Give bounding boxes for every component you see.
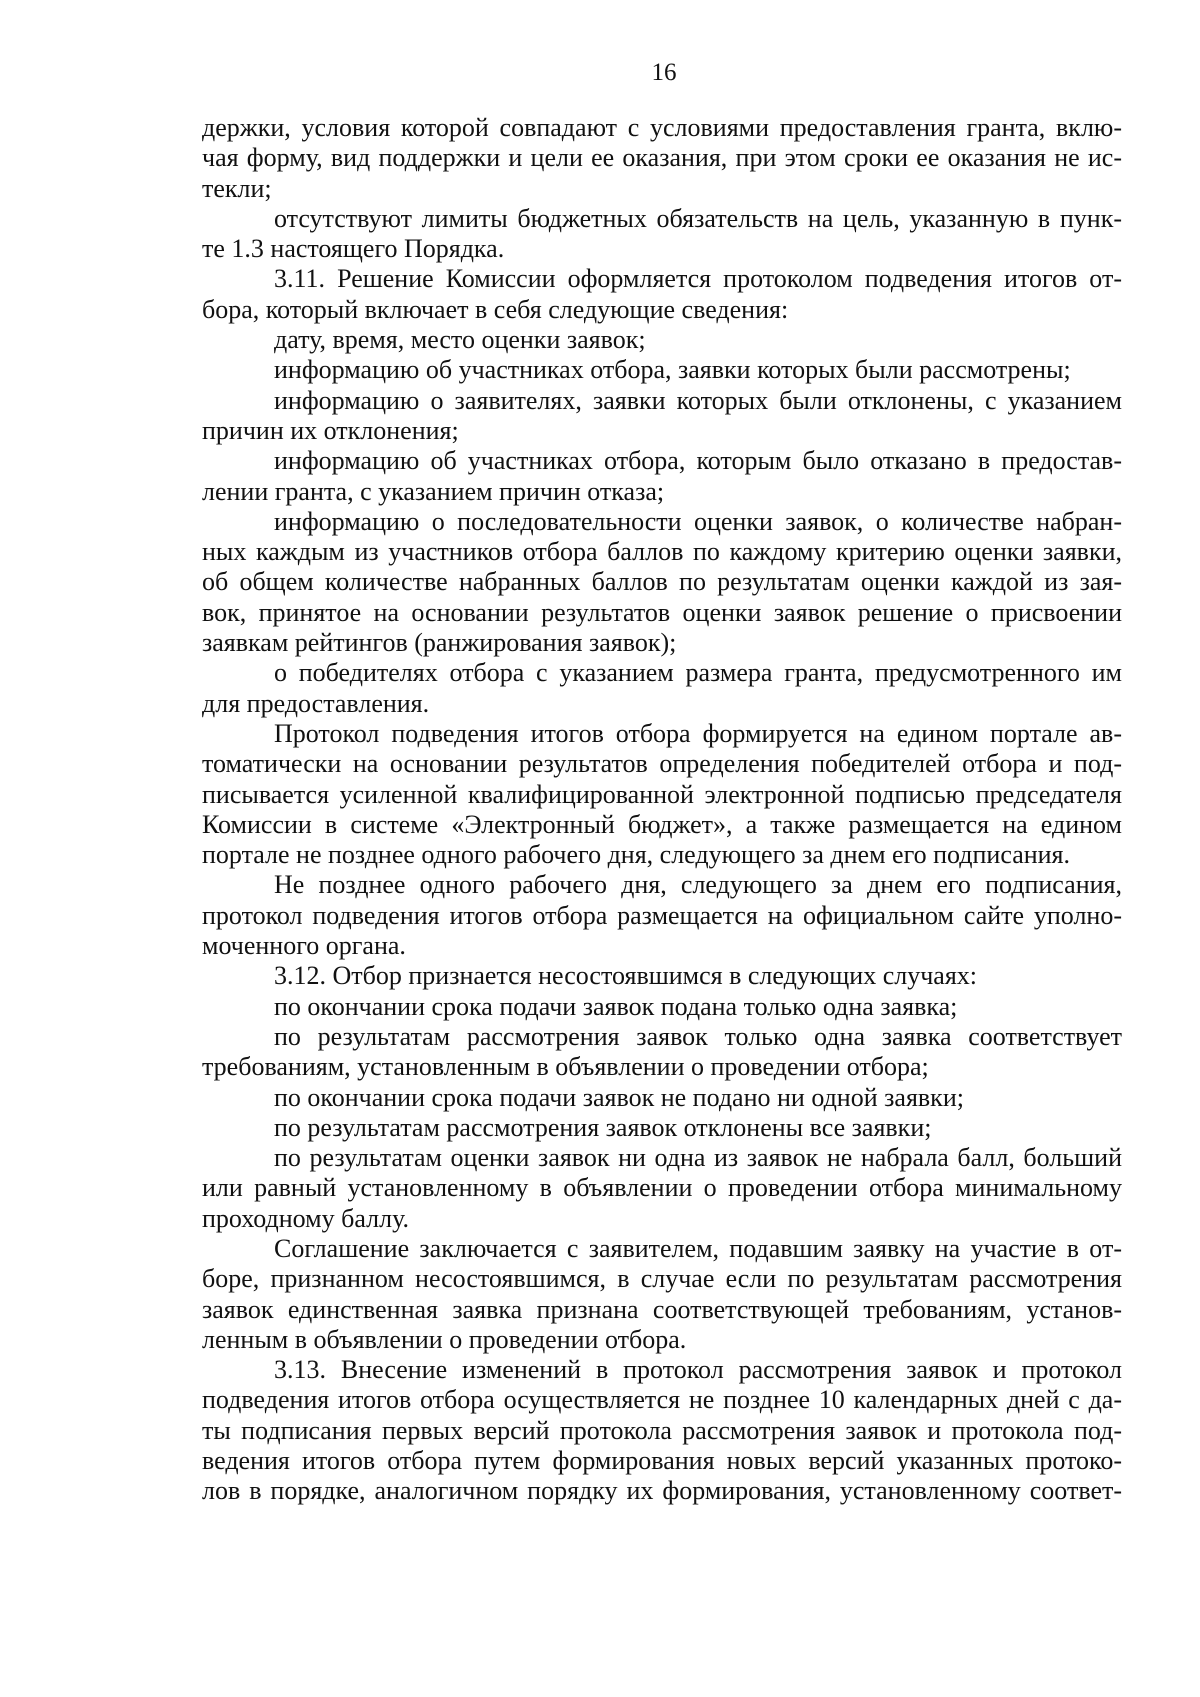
text-line: по окончании срока подачи заявок не подано ни одной заявки; xyxy=(274,1082,964,1112)
paragraph xyxy=(202,1355,1122,1506)
text-line: об общем количестве набранных баллов по результатам оценки каждой из зая- xyxy=(202,567,1122,597)
page-number: 16 xyxy=(651,59,677,86)
paragraph xyxy=(202,658,1122,719)
text-line: информацию о последовательности оценки заявок, о количестве набран- xyxy=(274,506,1122,536)
paragraph xyxy=(202,264,1122,325)
text-line: Не позднее одного рабочего дня, следующего за днем его подписания, xyxy=(274,870,1122,900)
text-line: информацию об участниках отбора, заявки которых были рассмотрены; xyxy=(274,355,1071,385)
text-line: ты подписания первых версий протокола рассмотрения заявок и протокола под- xyxy=(202,1415,1122,1445)
paragraph xyxy=(202,446,1122,507)
text-line: информацию о заявителях, заявки которых были отклонены, с указанием xyxy=(274,385,1122,415)
text-line: моченного органа. xyxy=(202,931,406,961)
text-line: Соглашение заключается с заявителем, подавшим заявку на участие в от- xyxy=(274,1233,1122,1263)
text-line: держки, условия которой совпадают с условиями предоставления гранта, вклю- xyxy=(202,113,1122,142)
text-line: по результатам рассмотрения заявок только одна заявка соответствует xyxy=(274,1021,1122,1051)
text-line: дату, время, место оценки заявок; xyxy=(274,325,646,355)
text-line: заявок единственная заявка признана соответствующей требованиям, установ- xyxy=(202,1294,1122,1324)
text-line: протокол подведения итогов отбора размещается на официальном сайте уполно- xyxy=(202,900,1122,930)
text-line: писывается усиленной квалифицированной электронной подписью председателя xyxy=(202,779,1122,809)
text-line: портале не позднее одного рабочего дня, следующего за днем его подписания. xyxy=(202,840,1071,870)
paragraph xyxy=(202,1234,1122,1355)
text-line: лении гранта, с указанием причин отказа; xyxy=(202,476,665,506)
paragraph xyxy=(202,992,1122,1022)
text-line: информацию об участниках отбора, которым было отказано в предостав- xyxy=(274,446,1122,476)
text-line: ленным в объявлении о проведении отбора. xyxy=(202,1324,687,1354)
text-line: 3.12. Отбор признается несостоявшимся в следующих случаях: xyxy=(274,961,978,991)
paragraph xyxy=(202,1083,1122,1113)
text-line: текли; xyxy=(202,173,272,203)
paragraph xyxy=(202,1113,1122,1143)
paragraph xyxy=(202,355,1122,385)
text-line: проходному баллу. xyxy=(202,1203,409,1233)
text-line: по окончании срока подачи заявок подана только одна заявка; xyxy=(274,991,958,1021)
paragraph xyxy=(202,325,1122,355)
text-line: для предоставления. xyxy=(202,688,430,718)
text-line: Протокол подведения итогов отбора формируется на едином портале ав- xyxy=(274,718,1122,748)
text-line: томатически на основании результатов определения победителей отбора и под- xyxy=(202,749,1122,779)
text-line: о победителях отбора с указанием размера гранта, предусмотренного им xyxy=(274,658,1122,688)
text-line: чая форму, вид поддержки и цели ее оказания, при этом сроки ее оказания не ис- xyxy=(202,143,1122,173)
text-line: заявкам рейтингов (ранжирования заявок); xyxy=(202,628,677,658)
text-line: по результатам оценки заявок ни одна из заявок не набрала балл, больший xyxy=(274,1143,1122,1173)
text-line: подведения итогов отбора осуществляется не позднее 10 календарных дней с да- xyxy=(202,1385,1122,1415)
text-line: 3.11. Решение Комиссии оформляется протоколом подведения итогов от- xyxy=(274,264,1122,294)
paragraph xyxy=(202,204,1122,265)
text-line: требованиям, установленным в объявлении о проведении отбора; xyxy=(202,1052,929,1082)
paragraph xyxy=(202,719,1122,870)
text-line: Комиссии в системе «Электронный бюджет», а также размещается на едином xyxy=(202,809,1122,839)
text-line: по результатам рассмотрения заявок отклонены все заявки; xyxy=(274,1112,932,1142)
text-line: ведения итогов отбора путем формирования новых версий указанных протоко- xyxy=(202,1446,1122,1476)
text-line: 3.13. Внесение изменений в протокол рассмотрения заявок и протокол xyxy=(274,1355,1122,1385)
text-line: те 1.3 настоящего Порядка. xyxy=(202,234,505,264)
text-line: вок, принятое на основании результатов оценки заявок решение о присвоении xyxy=(202,597,1122,627)
text-line: или равный установленному в объявлении о проведении отбора минимальному xyxy=(202,1173,1122,1203)
text-line: боре, признанном несостоявшимся, в случае если по результатам рассмотрения xyxy=(202,1264,1122,1294)
paragraph xyxy=(202,961,1122,991)
paragraph xyxy=(202,386,1122,447)
text-line: отсутствуют лимиты бюджетных обязательств на цель, указанную в пунк- xyxy=(274,203,1122,233)
paragraph xyxy=(202,113,1122,204)
paragraph xyxy=(202,1143,1122,1234)
text-line: причин их отклонения; xyxy=(202,415,459,445)
paragraph xyxy=(202,1022,1122,1083)
text-line: бора, который включает в себя следующие сведения: xyxy=(202,294,789,324)
text-line: лов в порядке, аналогичном порядку их формирования, установленному соответ- xyxy=(202,1476,1122,1506)
paragraph xyxy=(202,870,1122,961)
paragraph xyxy=(202,507,1122,658)
text-line: ных каждым из участников отбора баллов по каждому критерию оценки заявки, xyxy=(202,537,1122,567)
document-body xyxy=(202,113,1122,1507)
